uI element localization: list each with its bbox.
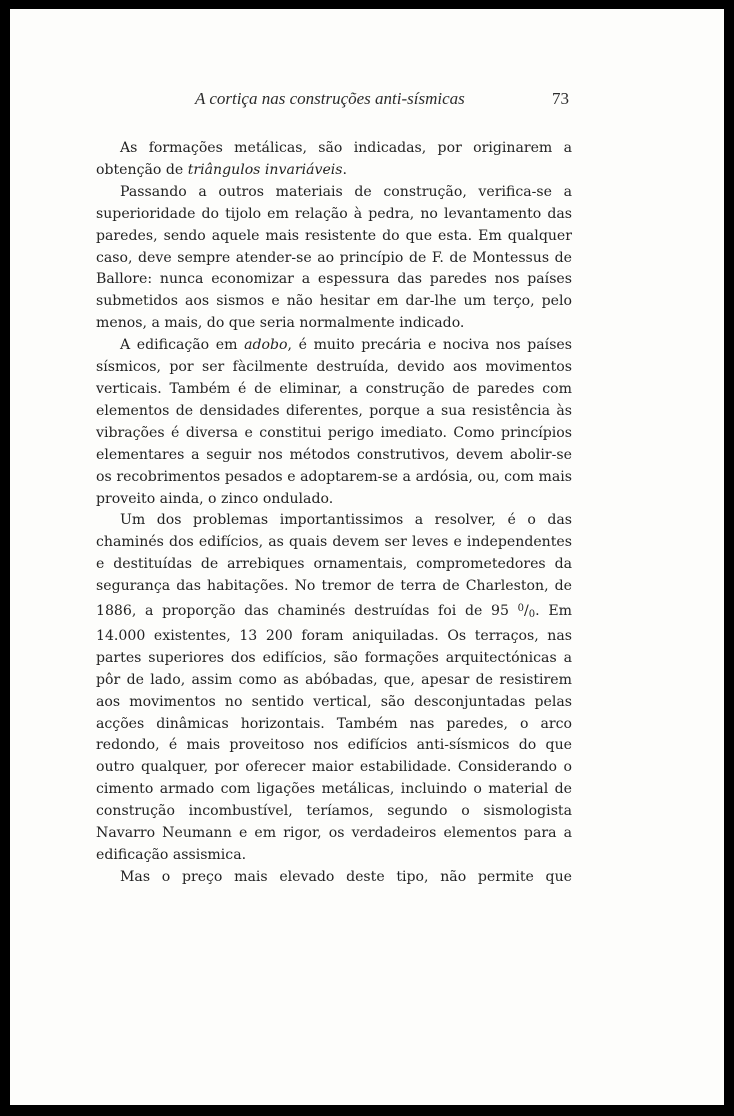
paragraph-text: . Em 14.000 existentes, 13 200 foram aniquiladas. Os terraços, nas partes superiores dos edifícios, são formações arquitectónicas a pôr de lado, assim como as abóbadas, que, apesar de resistirem aos movimentos no sentido vertical, são desconjuntadas pelas acções dinâmicas horizontais. Também nas paredes, o arco redondo, é mais proveitoso nos edifícios anti-sísmicos do que outro qualquer, por oferecer maior estabilidade. Considerando o cimento armado com ligações metálicas, incluindo o material de construção incombustível, teríamos, segundo o sismologista Navarro Neumann e em rigor, os verdadeiros elementos para a edificação assismica. xyxy=(96,603,572,863)
paragraph xyxy=(96,510,572,867)
percent-superscript: 0 xyxy=(517,603,525,615)
running-title: A cortiça nas construções anti-sísmicas xyxy=(195,89,465,108)
paragraph-text: . xyxy=(342,161,348,178)
paragraph-text: / xyxy=(524,603,529,620)
page-number: 73 xyxy=(552,89,569,108)
paragraph xyxy=(96,335,572,510)
book-page xyxy=(10,9,724,1105)
body-text xyxy=(96,138,572,889)
paragraph-text: , é muito precária e nociva nos países sísmicos, por ser fàcilmente destruída, devido aos movimentos verticais. Também é de eliminar, a construção de paredes com elementos de densidades diferentes, porque a sua resistência às vibrações é diversa e constitui perigo imediato. Como princípios elementares a seguir nos métodos construtivos, devem abolir-se os recobrimentos pesados e adoptarem-se a ardósia, ou, com mais proveito ainda, o zinco ondulado. xyxy=(96,337,573,507)
paragraph-text: Mas o preço mais elevado deste tipo, não permite que xyxy=(120,868,572,885)
paragraph-text: A edificação em xyxy=(120,337,245,354)
paragraph-text: Um dos problemas importantissimos a resolver, é o das chaminés dos edifícios, as quais devem ser leves e independentes e destituídas de arrebiques ornamentais, comprometedores da segurança das habitações. No tremor de terra de Charleston, de 1886, a proporção das chaminés destruídas foi de 95 xyxy=(96,512,572,620)
paragraph xyxy=(96,138,572,182)
italic-term: adobo xyxy=(244,337,288,354)
page-header xyxy=(10,89,724,113)
paragraph xyxy=(96,182,572,335)
paragraph-text: Passando a outros materiais de construção, verifica-se a superioridade do tijolo em relação à pedra, no levantamento das paredes, sendo aquele mais resistente do que esta. Em qualquer caso, deve sempre atender-se ao princípio de F. de Montessus de Ballore: nunca economizar a espessura das paredes nos países submetidos aos sismos e não hesitar em dar-lhe um terço, pelo menos, a mais, do que seria normalmente indicado. xyxy=(96,183,572,332)
paragraph-text: As formações metálicas, são indicadas, por originarem a obtenção de xyxy=(96,140,572,178)
percent-subscript: 0 xyxy=(528,609,536,621)
paragraph xyxy=(96,867,572,889)
italic-term: triângulos invariáveis xyxy=(187,161,343,178)
